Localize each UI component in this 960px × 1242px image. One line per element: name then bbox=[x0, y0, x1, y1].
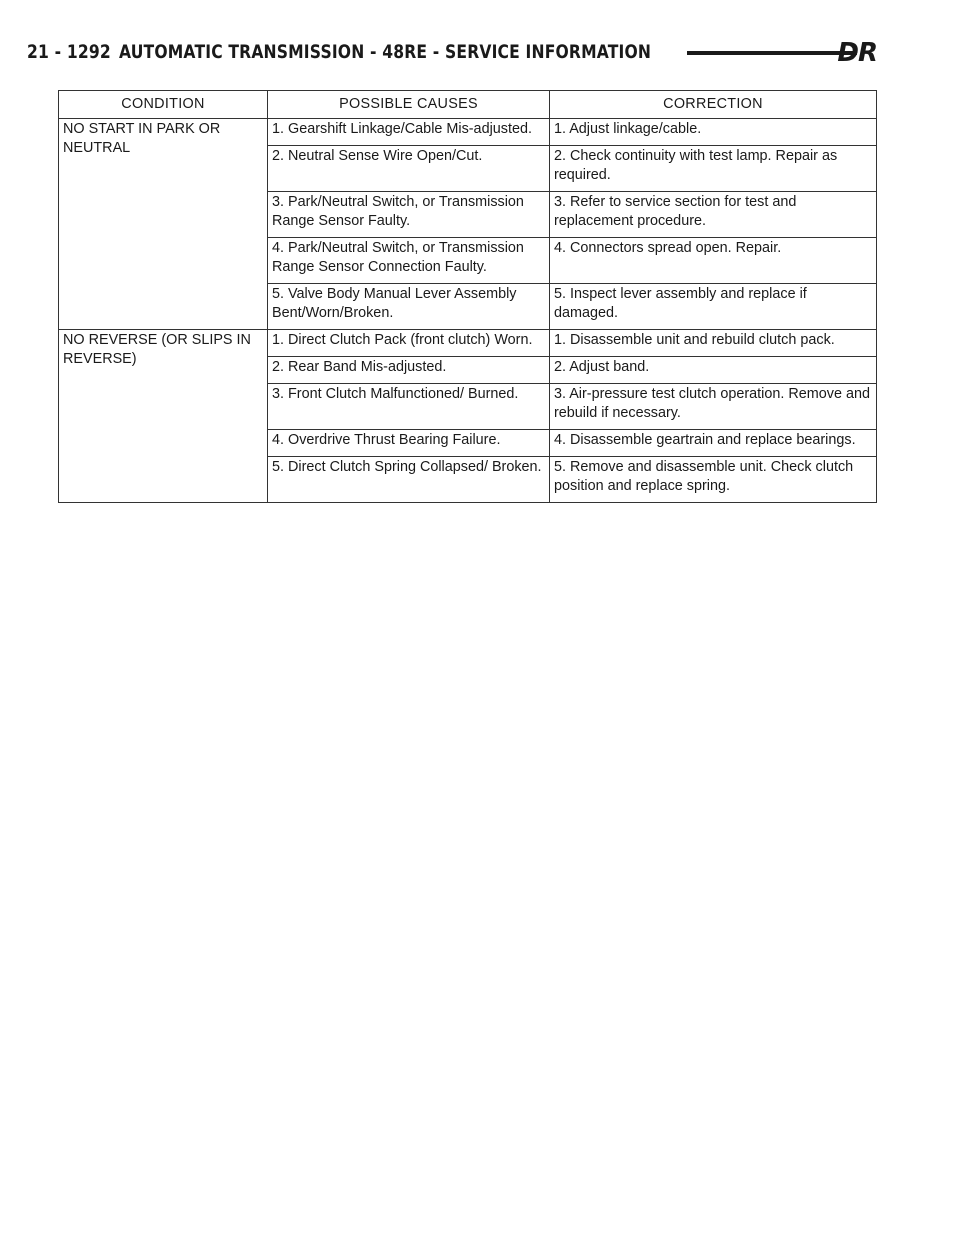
cause-cell: 2. Neutral Sense Wire Open/Cut. bbox=[268, 146, 550, 192]
correction-cell: 5. Inspect lever assembly and replace if damaged. bbox=[550, 284, 877, 330]
correction-cell: 2. Check continuity with test lamp. Repair as required. bbox=[550, 146, 877, 192]
correction-cell: 4. Connectors spread open. Repair. bbox=[550, 238, 877, 284]
page-header bbox=[27, 34, 877, 70]
table-row bbox=[59, 330, 877, 357]
condition-cell: NO START IN PARK OR NEUTRAL bbox=[59, 119, 268, 330]
cause-cell: 3. Park/Neutral Switch, or Transmission Range Sensor Faulty. bbox=[268, 192, 550, 238]
header-rule bbox=[687, 51, 857, 55]
section-title: AUTOMATIC TRANSMISSION - 48RE - SERVICE INFORMATION bbox=[119, 41, 652, 63]
condition-cell: NO REVERSE (OR SLIPS IN REVERSE) bbox=[59, 330, 268, 503]
page-number: 21 - 1292 bbox=[27, 41, 111, 63]
table-row bbox=[59, 119, 877, 146]
correction-cell: 2. Adjust band. bbox=[550, 357, 877, 384]
column-header-condition: CONDITION bbox=[59, 91, 268, 119]
correction-cell: 1. Adjust linkage/cable. bbox=[550, 119, 877, 146]
column-header-possible-causes: POSSIBLE CAUSES bbox=[268, 91, 550, 119]
table-header-row bbox=[59, 91, 877, 119]
correction-cell: 1. Disassemble unit and rebuild clutch pack. bbox=[550, 330, 877, 357]
cause-cell: 4. Park/Neutral Switch, or Transmission Range Sensor Connection Faulty. bbox=[268, 238, 550, 284]
correction-cell: 3. Air-pressure test clutch operation. Remove and rebuild if necessary. bbox=[550, 384, 877, 430]
diagnosis-table bbox=[58, 90, 877, 503]
correction-cell: 5. Remove and disassemble unit. Check clutch position and replace spring. bbox=[550, 457, 877, 503]
correction-cell: 3. Refer to service section for test and replacement procedure. bbox=[550, 192, 877, 238]
column-header-correction: CORRECTION bbox=[550, 91, 877, 119]
cause-cell: 3. Front Clutch Malfunctioned/ Burned. bbox=[268, 384, 550, 430]
cause-cell: 1. Direct Clutch Pack (front clutch) Worn. bbox=[268, 330, 550, 357]
cause-cell: 2. Rear Band Mis-adjusted. bbox=[268, 357, 550, 384]
cause-cell: 1. Gearshift Linkage/Cable Mis-adjusted. bbox=[268, 119, 550, 146]
brand-logo: DR bbox=[837, 38, 877, 68]
correction-cell: 4. Disassemble geartrain and replace bearings. bbox=[550, 430, 877, 457]
cause-cell: 5. Direct Clutch Spring Collapsed/ Broken. bbox=[268, 457, 550, 503]
cause-cell: 4. Overdrive Thrust Bearing Failure. bbox=[268, 430, 550, 457]
cause-cell: 5. Valve Body Manual Lever Assembly Bent/Worn/Broken. bbox=[268, 284, 550, 330]
